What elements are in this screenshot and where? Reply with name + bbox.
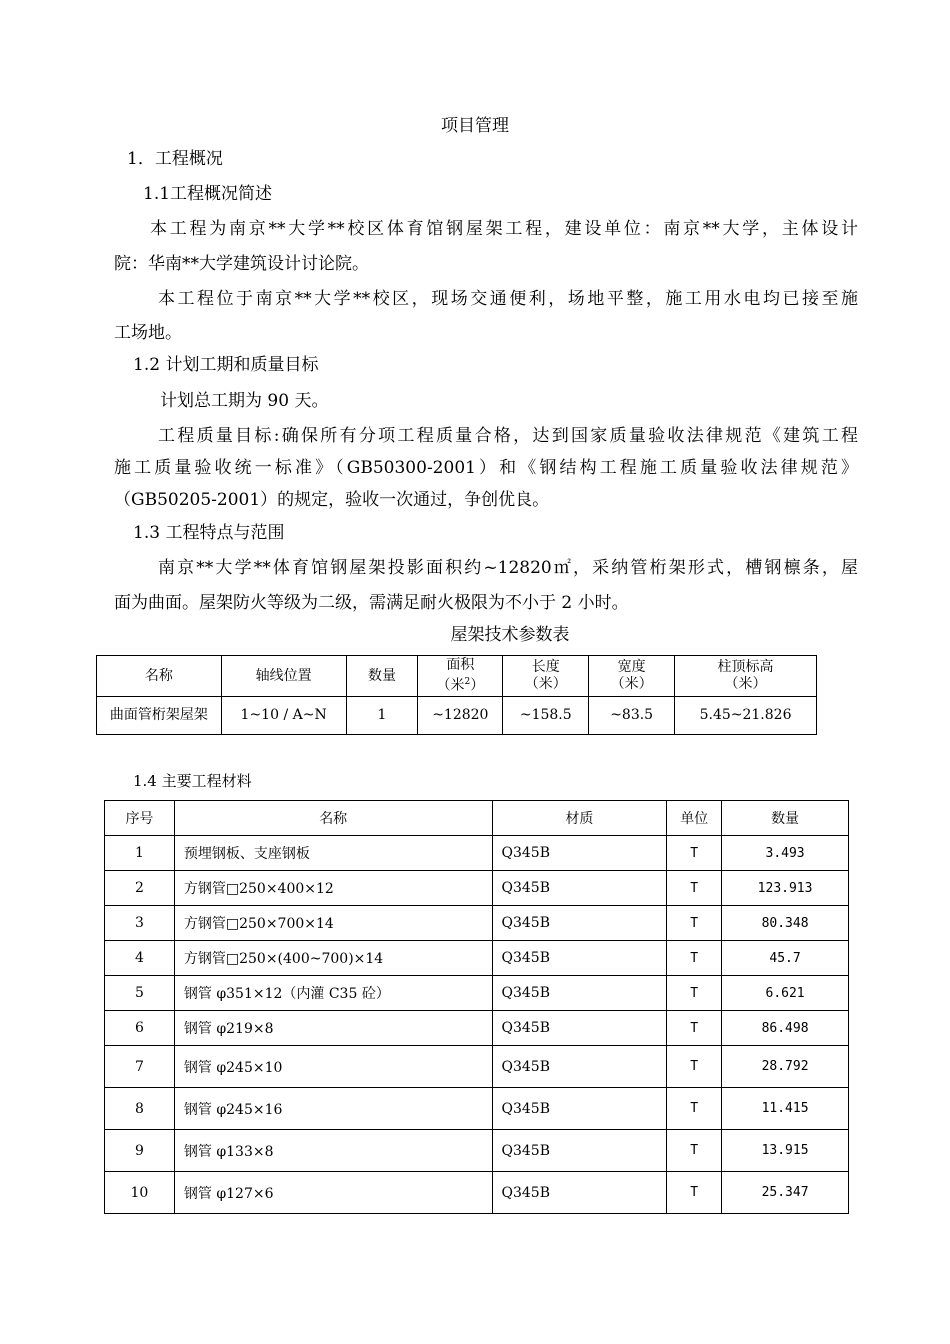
roof-parameters-table: [96, 655, 817, 735]
paragraph-5-line-2: 面为曲面。屋架防火等级为二级，需满足耐火极限为不小于 2 小时。: [114, 593, 629, 613]
cell-name: 钢管 φ219×8: [174, 1011, 492, 1046]
cell-qty: 6.621: [722, 976, 849, 1011]
table-row: [105, 1172, 849, 1214]
table-row: [105, 1046, 849, 1088]
paragraph-1-line-2: 院：华南**大学建筑设计讨论院。: [114, 254, 369, 274]
cell-unit: T: [667, 976, 722, 1011]
heading-1-3: 1.3 工程特点与范围: [133, 523, 285, 543]
cell-no: 6: [105, 1011, 175, 1046]
paragraph-4-line-2: 施工质量验收统一标准》（GB50300-2001）和《钢结构工程施工质量验收法律规范》: [114, 458, 858, 478]
cell-qty: 80.348: [722, 906, 849, 941]
paragraph-2-line-1: 本工程位于南京**大学**校区，现场交通便利，场地平整，施工用水电均已接至施: [158, 289, 858, 309]
doc-title: 项目管理: [441, 116, 509, 136]
paragraph-5-line-1: 南京**大学**体育馆钢屋架投影面积约~12820㎡，采纳管桁架形式，槽钢檩条，屋: [158, 558, 858, 578]
table-header-row: [105, 801, 849, 836]
heading-1: 1．工程概况: [127, 149, 223, 169]
table-1-caption: 屋架技术参数表: [450, 625, 570, 645]
cell-material: Q345B: [492, 871, 667, 906]
table-row: [105, 941, 849, 976]
cell-width: ~83.5: [589, 697, 675, 735]
cell-name: 钢管 φ127×6: [174, 1172, 492, 1214]
header-area-line-2: （米: [436, 677, 465, 694]
cell-qty: 123.913: [722, 871, 849, 906]
heading-1-2: 1.2 计划工期和质量目标: [133, 355, 319, 375]
materials-table: [104, 800, 849, 1214]
cell-material: Q345B: [492, 1088, 667, 1130]
header-length-line-2: （米）: [524, 676, 567, 692]
cell-material: Q345B: [492, 1011, 667, 1046]
table-row: [105, 1130, 849, 1172]
header-cell-area: [418, 656, 503, 697]
cell-no: 9: [105, 1130, 175, 1172]
cell-axis: 1~10 / A~N: [221, 697, 346, 735]
heading-1-4: 1.4 主要工程材料: [133, 772, 252, 790]
header-cell-no: 序号: [105, 801, 175, 836]
cell-area: ~12820: [418, 697, 503, 735]
cell-no: 8: [105, 1088, 175, 1130]
cell-name: 方钢管□250×700×14: [174, 906, 492, 941]
cell-no: 3: [105, 906, 175, 941]
cell-material: Q345B: [492, 976, 667, 1011]
header-cell-name: 名称: [174, 801, 492, 836]
header-width-line-2: （米）: [610, 676, 653, 692]
table-row: [105, 836, 849, 871]
cell-qty: 13.915: [722, 1130, 849, 1172]
paragraph-2-line-2: 工场地。: [114, 323, 182, 343]
cell-name: 钢管 φ133×8: [174, 1130, 492, 1172]
cell-no: 7: [105, 1046, 175, 1088]
cell-unit: T: [667, 836, 722, 871]
cell-unit: T: [667, 1011, 722, 1046]
cell-unit: T: [667, 1172, 722, 1214]
header-cell-name: 名称: [97, 656, 222, 697]
cell-name: 钢管 φ245×10: [174, 1046, 492, 1088]
table-row: [105, 871, 849, 906]
table-row: [105, 976, 849, 1011]
paragraph-3: 计划总工期为 90 天。: [160, 391, 329, 411]
cell-unit: T: [667, 1046, 722, 1088]
cell-unit: T: [667, 1130, 722, 1172]
paragraph-1-line-1: 本工程为南京**大学**校区体育馆钢屋架工程，建设单位：南京**大学，主体设计: [150, 219, 858, 239]
cell-qty: 25.347: [722, 1172, 849, 1214]
cell-no: 5: [105, 976, 175, 1011]
table-row: [97, 697, 817, 735]
cell-qty: 3.493: [722, 836, 849, 871]
paragraph-4-line-3: （GB50205-2001）的规定，验收一次通过，争创优良。: [114, 490, 550, 510]
header-area-line-2-close: ）: [470, 677, 485, 694]
cell-material: Q345B: [492, 906, 667, 941]
table-row: [105, 1011, 849, 1046]
cell-name: 钢管 φ351×12（内灌 C35 砼）: [174, 976, 492, 1011]
header-cell-material: 材质: [492, 801, 667, 836]
table-header-row: [97, 656, 817, 697]
cell-no: 1: [105, 836, 175, 871]
header-width-line-1: 宽度: [617, 659, 646, 675]
header-height-line-2: （米）: [724, 676, 767, 692]
cell-name: 方钢管□250×400×12: [174, 871, 492, 906]
header-length-line-1: 长度: [531, 659, 560, 675]
cell-unit: T: [667, 1088, 722, 1130]
header-cell-qty: 数量: [722, 801, 849, 836]
cell-height: 5.45~21.826: [675, 697, 817, 735]
header-cell-length: [503, 656, 589, 697]
header-cell-count: 数量: [346, 656, 418, 697]
cell-unit: T: [667, 906, 722, 941]
cell-material: Q345B: [492, 836, 667, 871]
cell-name: 曲面管桁架屋架: [97, 697, 222, 735]
header-area-superscript: 2: [464, 677, 471, 688]
header-height-line-1: 柱顶标高: [717, 659, 774, 675]
cell-no: 10: [105, 1172, 175, 1214]
cell-no: 4: [105, 941, 175, 976]
heading-1-1: 1.1工程概况简述: [143, 184, 273, 204]
cell-length: ~158.5: [503, 697, 589, 735]
cell-name: 钢管 φ245×16: [174, 1088, 492, 1130]
header-cell-width: [589, 656, 675, 697]
paragraph-4-line-1: 工程质量目标:确保所有分项工程质量合格，达到国家质量验收法律规范《建筑工程: [158, 426, 858, 446]
cell-material: Q345B: [492, 1172, 667, 1214]
cell-qty: 86.498: [722, 1011, 849, 1046]
header-area-line-1: 面积: [446, 657, 475, 674]
cell-name: 预埋钢板、支座钢板: [174, 836, 492, 871]
table-row: [105, 1088, 849, 1130]
cell-material: Q345B: [492, 941, 667, 976]
cell-unit: T: [667, 871, 722, 906]
cell-qty: 28.792: [722, 1046, 849, 1088]
cell-qty: 45.7: [722, 941, 849, 976]
header-cell-unit: 单位: [667, 801, 722, 836]
cell-no: 2: [105, 871, 175, 906]
cell-name: 方钢管□250×(400~700)×14: [174, 941, 492, 976]
cell-count: 1: [346, 697, 418, 735]
header-cell-axis: 轴线位置: [221, 656, 346, 697]
table-row: [105, 906, 849, 941]
cell-unit: T: [667, 941, 722, 976]
cell-material: Q345B: [492, 1130, 667, 1172]
cell-material: Q345B: [492, 1046, 667, 1088]
header-cell-height: [675, 656, 817, 697]
cell-qty: 11.415: [722, 1088, 849, 1130]
